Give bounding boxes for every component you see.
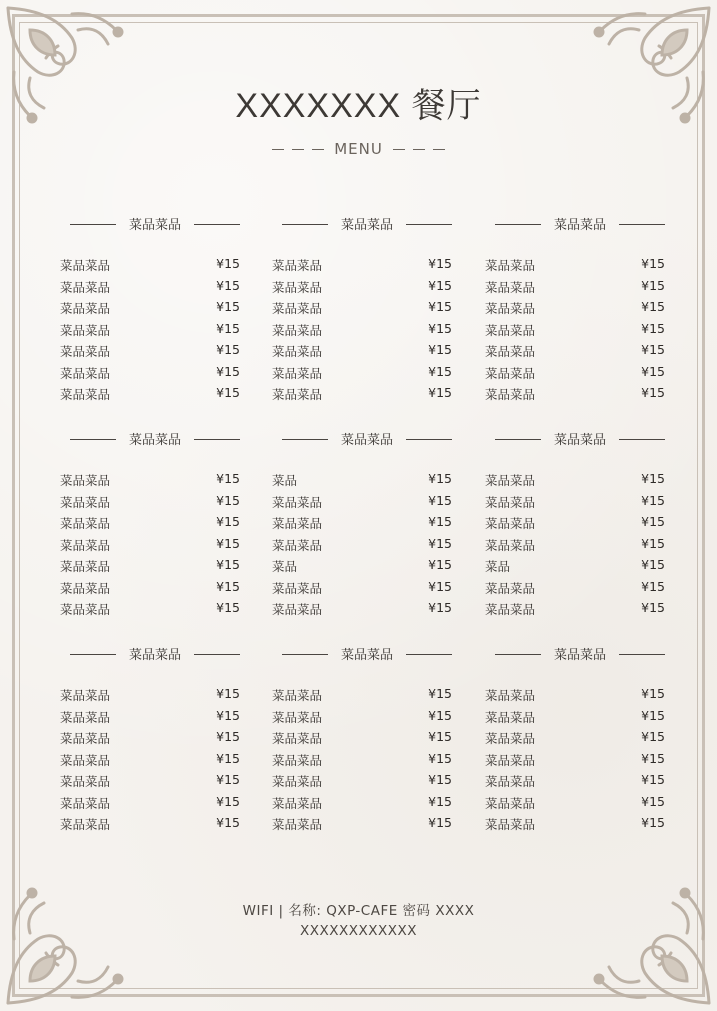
menu-section xyxy=(60,644,250,837)
menu-item xyxy=(272,579,462,601)
restaurant-title: XXXXXXX 餐厅 xyxy=(235,87,482,125)
menu-item-name: 菜品菜品 xyxy=(485,752,536,768)
menu-item-name: 菜品菜品 xyxy=(272,258,323,273)
menu-item-price: ¥15 xyxy=(641,320,665,336)
menu-item xyxy=(60,385,250,407)
menu-item xyxy=(272,729,462,751)
menu-item xyxy=(272,557,462,579)
menu-item-price: ¥15 xyxy=(216,299,240,314)
menu-item-name: 菜品菜品 xyxy=(485,602,536,617)
menu-item xyxy=(272,686,462,708)
menu-item xyxy=(60,471,250,493)
menu-item-price: ¥15 xyxy=(641,256,665,271)
menu-item-name: 菜品 xyxy=(272,473,298,488)
menu-item xyxy=(272,794,462,816)
menu-item-price: ¥15 xyxy=(428,320,452,336)
menu-item xyxy=(485,794,675,816)
menu-item-name: 菜品菜品 xyxy=(60,365,111,381)
menu-item-name: 菜品菜品 xyxy=(485,537,536,553)
menu-item-name: 菜品菜品 xyxy=(272,688,323,703)
section-heading-text: 菜品菜品 xyxy=(340,648,393,663)
menu-item-name: 菜品菜品 xyxy=(485,473,536,488)
menu-item-price: ¥15 xyxy=(641,492,665,508)
wifi-info: WIFI | 名称: QXP-CAFE 密码 XXXX xyxy=(242,903,475,919)
menu-item-price: ¥15 xyxy=(428,277,452,293)
menu-item-name: 菜品菜品 xyxy=(60,322,111,338)
menu-item-name: 菜品菜品 xyxy=(60,537,111,553)
menu-item-name: 菜品菜品 xyxy=(485,301,536,316)
menu-item-name: 菜品菜品 xyxy=(485,258,536,273)
menu-item-price: ¥15 xyxy=(216,557,240,572)
menu-item-name: 菜品菜品 xyxy=(60,344,111,359)
menu-item-name: 菜品菜品 xyxy=(272,817,323,832)
menu-item xyxy=(485,686,675,708)
menu-item xyxy=(485,299,675,321)
menu-item-price: ¥15 xyxy=(641,772,665,787)
menu-item-price: ¥15 xyxy=(216,729,240,744)
menu-item-name: 菜品菜品 xyxy=(272,731,323,746)
menu-item-name: 菜品菜品 xyxy=(60,258,111,273)
menu-item-name: 菜品菜品 xyxy=(272,387,323,402)
menu-item xyxy=(60,493,250,515)
menu-item-price: ¥15 xyxy=(216,256,240,271)
menu-item-name: 菜品菜品 xyxy=(485,795,536,811)
menu-item-price: ¥15 xyxy=(641,600,665,615)
section-heading-text: 菜品菜品 xyxy=(340,218,393,233)
menu-item-price: ¥15 xyxy=(641,385,665,400)
menu-item-price: ¥15 xyxy=(428,514,452,529)
menu-item-name: 菜品菜品 xyxy=(60,559,111,574)
menu-item-name: 菜品菜品 xyxy=(60,301,111,316)
menu-item-price: ¥15 xyxy=(216,492,240,508)
menu-section xyxy=(485,644,675,837)
menu-item-price: ¥15 xyxy=(428,600,452,615)
menu-item-name: 菜品菜品 xyxy=(485,494,536,510)
menu-item-price: ¥15 xyxy=(216,578,240,594)
menu-section xyxy=(272,214,462,407)
menu-item-price: ¥15 xyxy=(641,535,665,551)
menu-item-name: 菜品菜品 xyxy=(485,731,536,746)
menu-item-name: 菜品菜品 xyxy=(272,580,323,596)
menu-item-name: 菜品菜品 xyxy=(60,774,111,789)
menu-item-price: ¥15 xyxy=(216,772,240,787)
section-heading xyxy=(272,429,462,449)
menu-item xyxy=(60,686,250,708)
menu-item-name: 菜品菜品 xyxy=(60,494,111,510)
section-heading xyxy=(60,214,250,234)
menu-item-price: ¥15 xyxy=(216,750,240,766)
menu-item xyxy=(60,536,250,558)
menu-item-name: 菜品 xyxy=(272,559,298,574)
menu-item xyxy=(272,514,462,536)
menu-item-name: 菜品菜品 xyxy=(485,365,536,381)
menu-item xyxy=(485,321,675,343)
menu-item-name: 菜品菜品 xyxy=(272,537,323,553)
menu-item-price: ¥15 xyxy=(641,277,665,293)
menu-item-name: 菜品菜品 xyxy=(60,279,111,295)
menu-item-name: 菜品菜品 xyxy=(272,602,323,617)
menu-item-name: 菜品菜品 xyxy=(272,774,323,789)
menu-item-price: ¥15 xyxy=(428,299,452,314)
section-heading-text: 菜品菜品 xyxy=(128,648,181,663)
menu-item xyxy=(60,364,250,386)
menu-item-price: ¥15 xyxy=(216,707,240,723)
menu-item-price: ¥15 xyxy=(428,750,452,766)
menu-item xyxy=(485,751,675,773)
menu-item-price: ¥15 xyxy=(428,729,452,744)
menu-item-price: ¥15 xyxy=(641,557,665,572)
section-heading xyxy=(60,644,250,664)
menu-item xyxy=(272,772,462,794)
menu-item-name: 菜品菜品 xyxy=(60,580,111,596)
menu-item-price: ¥15 xyxy=(216,815,240,830)
menu-item-name: 菜品菜品 xyxy=(272,344,323,359)
menu-item xyxy=(485,557,675,579)
menu-item-price: ¥15 xyxy=(216,342,240,357)
menu-item-name: 菜品菜品 xyxy=(60,731,111,746)
menu-item-name: 菜品菜品 xyxy=(60,752,111,768)
menu-item-name: 菜品菜品 xyxy=(60,709,111,725)
menu-item-price: ¥15 xyxy=(641,707,665,723)
menu-section xyxy=(485,429,675,622)
menu-item xyxy=(272,278,462,300)
menu-item-price: ¥15 xyxy=(428,815,452,830)
menu-item xyxy=(485,536,675,558)
menu-item xyxy=(485,342,675,364)
menu-item xyxy=(272,385,462,407)
menu-item-price: ¥15 xyxy=(641,750,665,766)
menu-item-price: ¥15 xyxy=(216,600,240,615)
menu-item-name: 菜品菜品 xyxy=(485,516,536,531)
section-heading xyxy=(485,214,675,234)
menu-section xyxy=(60,214,250,407)
menu-subtitle-text: MENU xyxy=(334,140,383,158)
menu-item xyxy=(485,600,675,622)
menu-item-name: 菜品菜品 xyxy=(272,279,323,295)
section-heading-text: 菜品菜品 xyxy=(553,433,606,448)
menu-item xyxy=(272,256,462,278)
section-heading xyxy=(272,214,462,234)
menu-item xyxy=(60,299,250,321)
menu-item-price: ¥15 xyxy=(216,535,240,551)
menu-item xyxy=(60,600,250,622)
menu-item-name: 菜品菜品 xyxy=(485,709,536,725)
menu-item-name: 菜品菜品 xyxy=(485,817,536,832)
menu-item-name: 菜品菜品 xyxy=(60,795,111,811)
menu-item xyxy=(60,579,250,601)
menu-section xyxy=(60,429,250,622)
section-heading-text: 菜品菜品 xyxy=(553,218,606,233)
menu-item xyxy=(272,364,462,386)
menu-item-price: ¥15 xyxy=(428,535,452,551)
menu-item-name: 菜品菜品 xyxy=(60,688,111,703)
menu-item xyxy=(485,471,675,493)
menu-item xyxy=(272,299,462,321)
menu-item-name: 菜品菜品 xyxy=(272,516,323,531)
section-heading-text: 菜品菜品 xyxy=(128,218,181,233)
menu-section xyxy=(485,214,675,407)
menu-item xyxy=(60,772,250,794)
section-heading-text: 菜品菜品 xyxy=(340,433,393,448)
section-heading xyxy=(485,644,675,664)
menu-item xyxy=(60,708,250,730)
menu-item xyxy=(485,729,675,751)
menu-item-price: ¥15 xyxy=(428,342,452,357)
menu-item-price: ¥15 xyxy=(641,342,665,357)
menu-item-price: ¥15 xyxy=(428,772,452,787)
menu-item-name: 菜品菜品 xyxy=(60,602,111,617)
menu-item xyxy=(60,729,250,751)
menu-item xyxy=(485,256,675,278)
section-heading xyxy=(272,644,462,664)
menu-item xyxy=(272,708,462,730)
menu-item-price: ¥15 xyxy=(428,707,452,723)
menu-section xyxy=(272,644,462,837)
menu-item xyxy=(485,579,675,601)
menu-item xyxy=(60,751,250,773)
section-heading-text: 菜品菜品 xyxy=(553,648,606,663)
menu-item-price: ¥15 xyxy=(428,363,452,379)
menu-item-name: 菜品 xyxy=(485,559,511,574)
section-heading-text: 菜品菜品 xyxy=(128,433,181,448)
menu-item xyxy=(60,321,250,343)
menu-item-name: 菜品菜品 xyxy=(485,322,536,338)
section-heading xyxy=(60,429,250,449)
menu-item-price: ¥15 xyxy=(428,492,452,508)
menu-item xyxy=(272,321,462,343)
menu-item-price: ¥15 xyxy=(428,686,452,701)
menu-item xyxy=(485,493,675,515)
menu-item xyxy=(485,815,675,837)
menu-item xyxy=(485,385,675,407)
menu-item xyxy=(272,493,462,515)
menu-item-price: ¥15 xyxy=(641,299,665,314)
menu-item-name: 菜品菜品 xyxy=(272,365,323,381)
menu-item-price: ¥15 xyxy=(428,256,452,271)
menu-item xyxy=(485,278,675,300)
menu-item xyxy=(272,751,462,773)
menu-item-price: ¥15 xyxy=(641,686,665,701)
menu-item xyxy=(272,536,462,558)
menu-section xyxy=(272,429,462,622)
menu-item xyxy=(272,600,462,622)
menu-item-price: ¥15 xyxy=(216,277,240,293)
menu-item-price: ¥15 xyxy=(216,385,240,400)
menu-item-price: ¥15 xyxy=(216,514,240,529)
menu-item xyxy=(60,342,250,364)
menu-item-price: ¥15 xyxy=(428,793,452,809)
menu-subtitle xyxy=(0,140,717,158)
menu-item xyxy=(60,815,250,837)
menu-item-name: 菜品菜品 xyxy=(485,688,536,703)
menu-item-price: ¥15 xyxy=(641,471,665,486)
menu-item-name: 菜品菜品 xyxy=(272,494,323,510)
menu-item xyxy=(485,708,675,730)
menu-item-price: ¥15 xyxy=(216,320,240,336)
section-heading xyxy=(485,429,675,449)
menu-item-price: ¥15 xyxy=(641,729,665,744)
menu-item xyxy=(60,794,250,816)
menu-item-price: ¥15 xyxy=(216,793,240,809)
menu-item-name: 菜品菜品 xyxy=(60,817,111,832)
menu-item xyxy=(60,514,250,536)
menu-item-name: 菜品菜品 xyxy=(485,580,536,596)
menu-item-price: ¥15 xyxy=(428,578,452,594)
menu-item-name: 菜品菜品 xyxy=(60,473,111,488)
menu-item xyxy=(485,514,675,536)
menu-item-price: ¥15 xyxy=(428,385,452,400)
menu-item-name: 菜品菜品 xyxy=(272,709,323,725)
menu-item-price: ¥15 xyxy=(641,815,665,830)
menu-item-price: ¥15 xyxy=(641,363,665,379)
menu-item-name: 菜品菜品 xyxy=(485,387,536,402)
menu-item-name: 菜品菜品 xyxy=(60,387,111,402)
menu-item-name: 菜品菜品 xyxy=(485,279,536,295)
menu-item xyxy=(272,342,462,364)
menu-item-name: 菜品菜品 xyxy=(60,516,111,531)
menu-item-name: 菜品菜品 xyxy=(272,322,323,338)
menu-item xyxy=(485,772,675,794)
wifi-password: XXXXXXXXXXXX xyxy=(300,923,417,939)
menu-item-price: ¥15 xyxy=(216,471,240,486)
menu-item-price: ¥15 xyxy=(428,557,452,572)
menu-item-name: 菜品菜品 xyxy=(272,795,323,811)
menu-item-name: 菜品菜品 xyxy=(272,752,323,768)
menu-item-price: ¥15 xyxy=(641,578,665,594)
menu-item-price: ¥15 xyxy=(216,686,240,701)
menu-item xyxy=(272,471,462,493)
menu-item xyxy=(60,256,250,278)
menu-item-price: ¥15 xyxy=(641,793,665,809)
menu-item-price: ¥15 xyxy=(216,363,240,379)
menu-item-name: 菜品菜品 xyxy=(272,301,323,316)
menu-item-price: ¥15 xyxy=(641,514,665,529)
menu-item-name: 菜品菜品 xyxy=(485,344,536,359)
menu-item xyxy=(60,557,250,579)
menu-item xyxy=(485,364,675,386)
menu-item-price: ¥15 xyxy=(428,471,452,486)
menu-item xyxy=(272,815,462,837)
menu-item xyxy=(60,278,250,300)
menu-item-name: 菜品菜品 xyxy=(485,774,536,789)
